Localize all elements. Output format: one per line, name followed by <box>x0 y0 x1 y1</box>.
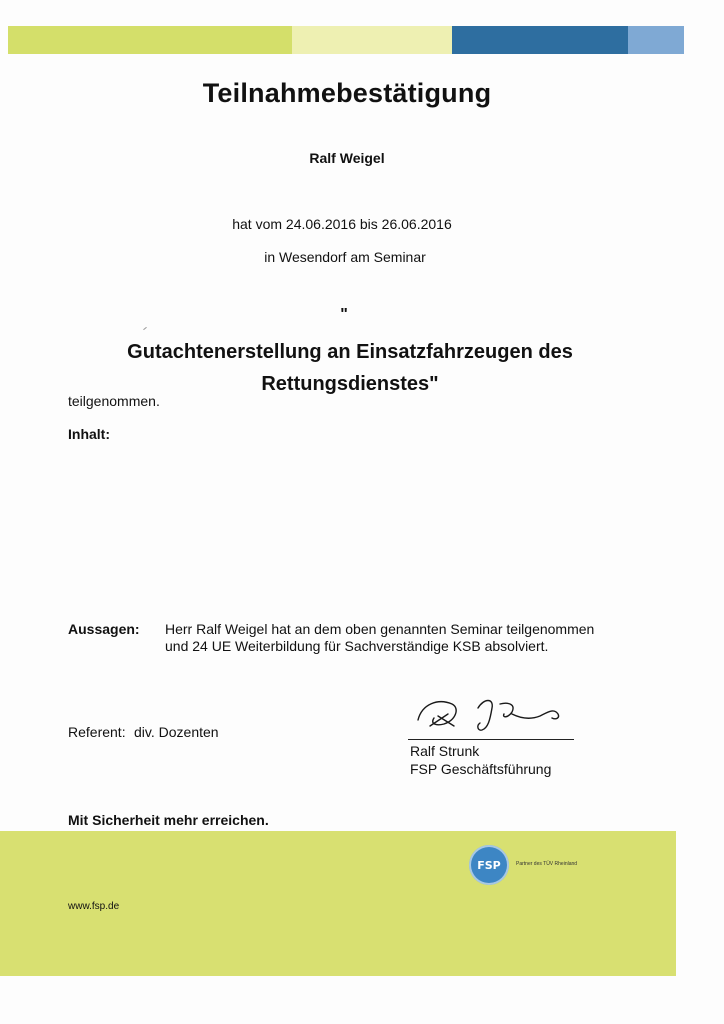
date-range: hat vom 24.06.2016 bis 26.06.2016 <box>232 216 452 232</box>
partner-text: Partner des TÜV Rheinland <box>516 861 578 867</box>
statement-line2: und 24 UE Weiterbildung für Sachverständige KSB absolviert. <box>165 638 549 654</box>
seminar-title-line1: Gutachtenerstellung an Einsatzfahrzeugen des <box>127 341 573 363</box>
seminar-title <box>60 336 640 400</box>
stripe-segment-blue <box>452 26 628 54</box>
referent-row <box>68 724 219 740</box>
scan-speck <box>143 327 147 330</box>
website-link[interactable]: www.fsp.de <box>68 901 120 912</box>
signature-line <box>408 739 574 740</box>
signature-icon <box>408 690 576 738</box>
referent-label: Referent: <box>68 724 126 740</box>
referent-value: div. Dozenten <box>134 724 219 740</box>
statement-text <box>165 621 615 655</box>
footer-band <box>0 831 676 976</box>
statement-label: Aussagen: <box>68 621 140 637</box>
seminar-title-line2: Rettungsdienstes" <box>261 373 439 395</box>
seminar-location: in Wesendorf am Seminar <box>264 249 426 265</box>
top-color-stripe <box>8 26 684 54</box>
fsp-logo-icon: FSP <box>469 845 509 885</box>
participated-text: teilgenommen. <box>68 393 160 409</box>
company-slogan: Mit Sicherheit mehr erreichen. <box>68 812 269 828</box>
participant-name: Ralf Weigel <box>309 150 385 166</box>
statement-line1: Herr Ralf Weigel hat an dem oben genannten Seminar teilgenommen <box>165 621 595 637</box>
stripe-segment-lime <box>8 26 292 54</box>
stripe-segment-pale <box>292 26 452 54</box>
content-label: Inhalt: <box>68 426 110 442</box>
stripe-segment-lightblue <box>628 26 684 54</box>
signer-name: Ralf Strunk <box>410 743 480 759</box>
opening-quote: " <box>340 306 348 323</box>
document-title: Teilnahmebestätigung <box>202 78 492 108</box>
signer-role: FSP Geschäftsführung <box>410 761 552 777</box>
